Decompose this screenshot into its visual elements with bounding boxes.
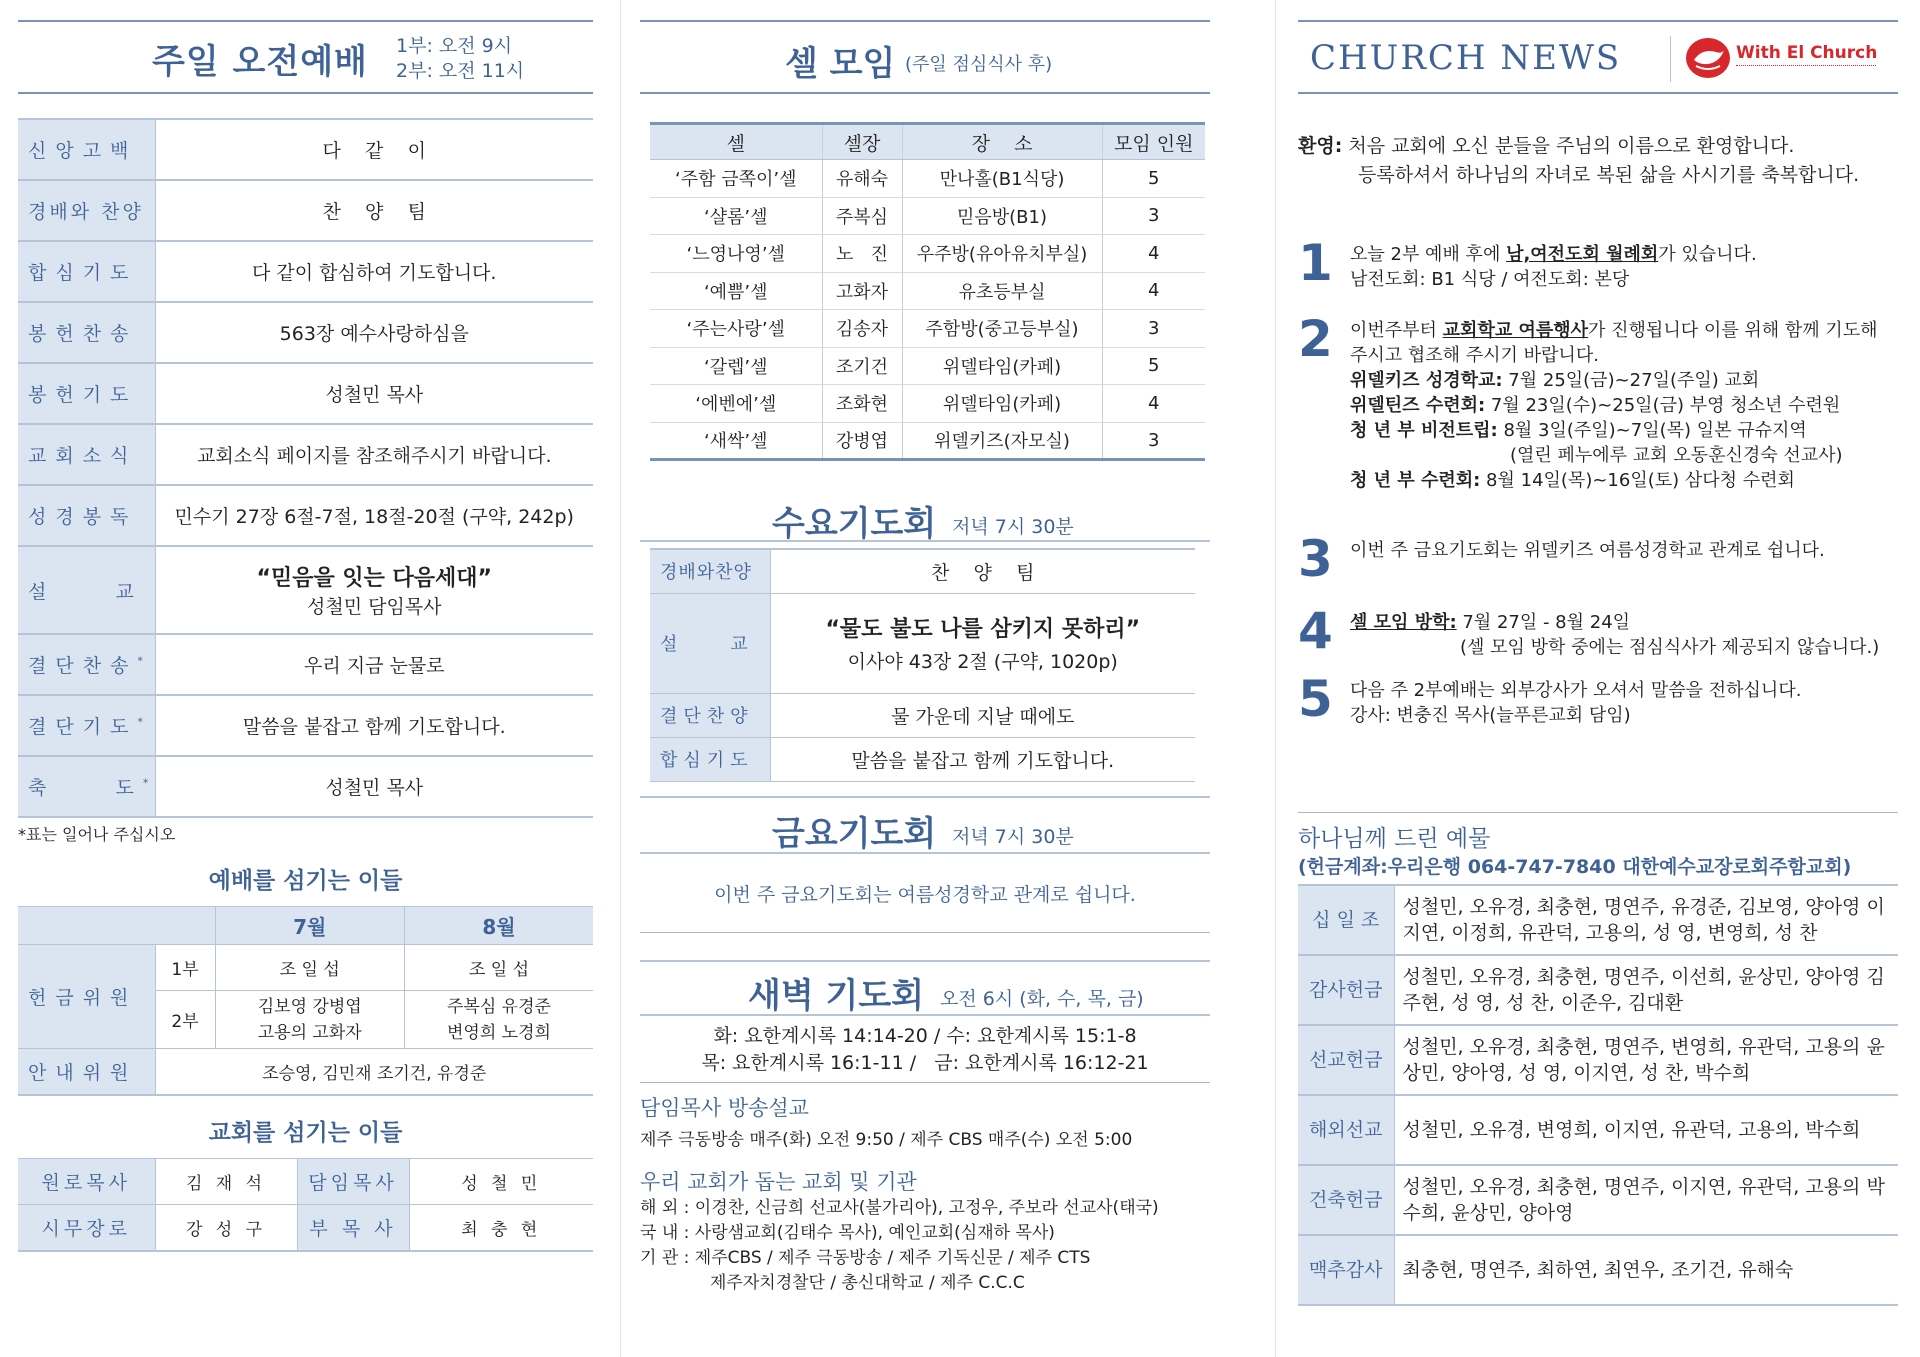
support-title: 우리 교회가 돕는 교회 및 기관	[640, 1170, 917, 1194]
cell-place: 위델타임(카페)	[902, 347, 1102, 385]
sermon-title: “믿음을 잇는 다음세대”	[256, 566, 492, 591]
offering-row	[1298, 885, 1898, 955]
order-row	[18, 485, 593, 546]
church-staff-title: 교회를 섬기는 이들	[208, 1120, 403, 1146]
staff-value: 김 재 석	[155, 1159, 297, 1205]
cell-row	[650, 422, 1205, 460]
month-7: 7월	[215, 907, 404, 945]
order-row	[18, 302, 593, 363]
order-row	[18, 363, 593, 424]
offering-names: 성철민, 오유경, 최충현, 명연주, 이선희, 윤상민, 양아영 김주현, 성 영, 성 찬, 이준우, 김대환	[1394, 955, 1898, 1025]
stand-mark: *	[137, 715, 143, 729]
news-number: 2	[1298, 310, 1333, 368]
order-value: 우리 지금 눈물로	[155, 634, 593, 695]
staff-label: 담임목사	[297, 1159, 409, 1205]
cell-name: ‘에벤에’셀	[650, 385, 822, 423]
p2-m7-b: 고용의 고화자	[257, 1022, 362, 1043]
cell-place: 우주방(유아유치부실)	[902, 235, 1102, 273]
sermon-label: 설 교	[18, 546, 155, 634]
cell-count: 3	[1102, 310, 1205, 348]
order-label: 신앙고백	[18, 119, 155, 180]
offering-row	[1298, 1095, 1898, 1165]
news-line: 주시고 협조해 주시기 바랍니다.	[1350, 345, 1599, 366]
order-label	[18, 634, 155, 695]
worship-column	[18, 0, 593, 1357]
worship-title: 주일 오전예배	[152, 42, 368, 82]
news-text: 오늘 2부 예배 후에	[1350, 244, 1507, 265]
friday-title: 금요기도회	[772, 814, 937, 854]
cell-col-header: 장 소	[902, 124, 1102, 160]
news-number: 5	[1298, 670, 1333, 728]
friday-note: 이번 주 금요기도회는 여름성경학교 관계로 쉽니다.	[714, 884, 1136, 906]
staff-label: 부 목 사	[297, 1205, 409, 1251]
cell-col-header: 모임 인원	[1102, 124, 1205, 160]
offering-names: 성철민, 오유경, 변영희, 이지연, 유관덕, 고용의, 박수희	[1394, 1095, 1898, 1165]
wednesday-sermon-title: “물도 불도 나를 삼키지 못하리”	[825, 617, 1141, 642]
support-line: 제주자치경찰단 / 총신대학교 / 제주 C.C.C	[710, 1273, 1025, 1293]
order-value: 교회소식 페이지를 참조해주시기 바랍니다.	[155, 424, 593, 485]
dawn-title: 새벽 기도회	[748, 976, 925, 1016]
news-text: 가 진행됩니다 이를 위해 함께 기도해	[1588, 320, 1878, 341]
month-8: 8월	[404, 907, 593, 945]
sermon-preacher: 성철민 담임목사	[306, 596, 442, 618]
news-line	[1350, 393, 1898, 418]
servers-table	[18, 906, 593, 1096]
cell-leader: 고화자	[822, 272, 902, 310]
news-line	[1350, 610, 1898, 635]
offering-type: 감사헌금	[1298, 955, 1394, 1025]
meetings-column	[640, 0, 1210, 1357]
dawn-schedule	[640, 1023, 1210, 1077]
news-line	[1350, 418, 1898, 443]
offering-names: 성철민, 오유경, 최충현, 명연주, 유경준, 김보영, 양아영 이지연, 이정희, 유관덕, 고용의, 성 영, 변영희, 성 찬	[1394, 885, 1898, 955]
news-line: 남전도회: B1 식당 / 여전도회: 본당	[1350, 269, 1630, 290]
p2-m7-a: 김보영 강병엽	[257, 996, 362, 1017]
news-highlight: 남,여전도회 월례회	[1506, 244, 1659, 265]
news-body	[1350, 678, 1898, 728]
wednesday-label: 경배와찬양	[650, 549, 770, 593]
news-line: (열린 페누에루 교회 오동훈신경숙 선교사)	[1510, 445, 1843, 466]
order-value: 말씀을 붙잡고 함께 기도합니다.	[155, 695, 593, 756]
offering-label: 헌금위원	[18, 945, 155, 1049]
friday-header	[640, 796, 1210, 854]
offering-row	[1298, 1025, 1898, 1095]
blank-cell	[18, 907, 215, 945]
cell-place: 믿음방(B1)	[902, 197, 1102, 235]
wednesday-row	[650, 693, 1195, 737]
cell-place: 주함방(중고등부실)	[902, 310, 1102, 348]
cell-leader: 강병엽	[822, 422, 902, 460]
order-row	[18, 424, 593, 485]
column-divider	[1275, 0, 1276, 1357]
order-label: 봉헌기도	[18, 363, 155, 424]
sermon-cell	[155, 546, 593, 634]
support-line: 기 관 : 제주CBS / 제주 극동방송 / 제주 기독신문 / 제주 CTS	[640, 1248, 1091, 1268]
wednesday-header	[640, 490, 1210, 542]
news-line: 다음 주 2부예배는 외부강사가 오셔서 말씀을 전하십니다.	[1350, 680, 1802, 701]
offering-row	[1298, 1165, 1898, 1235]
wednesday-value: 말씀을 붙잡고 함께 기도합니다.	[770, 737, 1195, 781]
worship-time-2: 2부: 오전 11시	[396, 60, 525, 82]
cell-leader: 조화현	[822, 385, 902, 423]
offering-type: 맥추감사	[1298, 1235, 1394, 1305]
cell-count: 5	[1102, 160, 1205, 198]
church-logo	[1686, 38, 1886, 78]
worship-order-table	[18, 118, 593, 818]
staff-label: 시무장로	[18, 1205, 155, 1251]
cell-name: ‘샬롬’셀	[650, 197, 822, 235]
dawn-line-1: 화: 요한계시록 14:14-20 / 수: 요한계시록 15:1-8	[713, 1025, 1137, 1047]
order-label: 성경봉독	[18, 485, 155, 546]
p2-m8-b: 변영희 노경희	[447, 1022, 551, 1043]
cell-name: ‘느영나영’셀	[650, 235, 822, 273]
order-label: 봉헌찬송	[18, 302, 155, 363]
welcome-text-2: 등록하셔서 하나님의 자녀로 복된 삶을 사시기를 축복합니다.	[1358, 164, 1860, 186]
offering-type: 해외선교	[1298, 1095, 1394, 1165]
cell-place: 위델키즈(자모실)	[902, 422, 1102, 460]
order-value: 다 같이 합심하여 기도합니다.	[155, 241, 593, 302]
logo-text: With El Church	[1736, 43, 1878, 63]
cell-row	[650, 272, 1205, 310]
worship-times	[396, 34, 524, 84]
cell-place: 만나홀(B1식당)	[902, 160, 1102, 198]
dawn-time: 오전 6시 (화, 수, 목, 금)	[940, 988, 1144, 1010]
wednesday-row	[650, 549, 1195, 593]
cell-row	[650, 197, 1205, 235]
dawn-header	[640, 960, 1210, 1016]
order-label-text: 결단기도	[28, 716, 138, 738]
wednesday-row	[650, 737, 1195, 781]
p1-m7: 조 일 섭	[215, 945, 404, 991]
cell-header	[640, 20, 1210, 94]
order-value: 다 같 이	[155, 119, 593, 180]
cell-count: 3	[1102, 197, 1205, 235]
event-detail: 8월 3일(주일)~7일(목) 일본 규슈지역	[1497, 420, 1807, 441]
cell-header-row	[650, 124, 1205, 160]
support-list	[640, 1196, 1159, 1296]
friday-time: 저녁 7시 30분	[952, 826, 1074, 848]
news-line	[1350, 242, 1898, 267]
cell-name: ‘갈렙’셀	[650, 347, 822, 385]
wednesday-sermon-label: 설 교	[650, 593, 770, 693]
staff-value: 강 성 구	[155, 1205, 297, 1251]
wednesday-sermon-row	[650, 593, 1195, 693]
cell-row	[650, 310, 1205, 348]
news-line: 강사: 변충진 목사(늘푸른교회 담임)	[1350, 705, 1631, 726]
staff-label: 원로목사	[18, 1159, 155, 1205]
cell-place: 위델타임(카페)	[902, 385, 1102, 423]
event-detail: 7월 23일(수)~25일(금) 부영 청소년 수련원	[1485, 395, 1841, 416]
welcome-text-1: 처음 교회에 오신 분들을 주님의 이름으로 환영합니다.	[1342, 135, 1795, 157]
part-2: 2부	[155, 991, 215, 1049]
logo-fine-print	[1736, 65, 1876, 68]
servers-header-row	[18, 907, 593, 945]
news-body: 이번 주 금요기도회는 위델키즈 여름성경학교 관계로 쉽니다.	[1350, 540, 1825, 561]
wednesday-value: 물 가운데 지날 때에도	[770, 693, 1195, 737]
news-body	[1350, 242, 1898, 292]
cell-table	[650, 122, 1205, 461]
news-highlight: 교회학교 여름행사	[1442, 320, 1589, 341]
order-row	[18, 180, 593, 241]
cell-subtitle: (주일 점심식사 후)	[905, 54, 1053, 75]
order-row	[18, 241, 593, 302]
order-label: 합심기도	[18, 241, 155, 302]
servers-title: 예배를 섬기는 이들	[208, 868, 403, 894]
news-text: 이번주부터	[1350, 320, 1443, 341]
cell-col-header: 셀장	[822, 124, 902, 160]
event-name: 청 년 부 수련회:	[1350, 470, 1481, 491]
staff-value: 최 충 현	[409, 1205, 593, 1251]
news-body	[1350, 610, 1898, 660]
news-number: 3	[1298, 530, 1333, 588]
news-title: CHURCH NEWS	[1310, 38, 1622, 78]
offering-names: 성철민, 오유경, 최충현, 명연주, 이지연, 유관덕, 고용의 박수희, 윤상민, 양아영	[1394, 1165, 1898, 1235]
news-column	[1298, 0, 1898, 1357]
ushers: 조승영, 김민재 조기건, 유경준	[155, 1049, 593, 1095]
cell-row	[650, 385, 1205, 423]
divider	[1298, 812, 1898, 813]
part-1: 1부	[155, 945, 215, 991]
event-detail: 8월 14일(목)~16일(토) 삼다청 수련회	[1480, 470, 1795, 491]
cell-row	[650, 235, 1205, 273]
offering-row	[1298, 955, 1898, 1025]
cell-row	[650, 160, 1205, 198]
order-row	[18, 119, 593, 180]
p2-m8	[404, 991, 593, 1049]
stand-mark: *	[142, 776, 149, 790]
divider	[640, 932, 1210, 933]
order-label-text: 축 도	[28, 777, 143, 799]
order-label: 경배와 찬양	[18, 180, 155, 241]
order-value: 민수기 27장 6절-7절, 18절-20절 (구약, 242p)	[155, 485, 593, 546]
news-text: 가 있습니다.	[1658, 244, 1757, 265]
cell-leader: 유해숙	[822, 160, 902, 198]
worship-time-1: 1부: 오전 9시	[396, 35, 513, 57]
order-value: 성철민 목사	[155, 756, 593, 817]
church-staff-table	[18, 1158, 593, 1252]
divider	[640, 1082, 1210, 1083]
offering-names: 성철민, 오유경, 최충현, 명연주, 변영희, 유관덕, 고용의 윤상민, 양아영, 성 영, 이지연, 성 찬, 박수희	[1394, 1025, 1898, 1095]
support-line: 국 내 : 사랑샘교회(김태수 목사), 예인교회(심재하 목사)	[640, 1223, 1055, 1243]
welcome-line-1	[1298, 132, 1859, 161]
cell-leader: 노 진	[822, 235, 902, 273]
staff-row	[18, 1205, 593, 1251]
p2-m7	[215, 991, 404, 1049]
wednesday-sermon-cell	[770, 593, 1195, 693]
news-text: 7월 27일 - 8월 24일	[1456, 612, 1631, 633]
cell-place: 유초등부실	[902, 272, 1102, 310]
stand-mark: *	[137, 654, 143, 668]
news-line	[1350, 318, 1898, 343]
usher-row	[18, 1049, 593, 1095]
wednesday-time: 저녁 7시 30분	[952, 516, 1074, 538]
event-name: 위델키즈 성경학교:	[1350, 370, 1503, 391]
wednesday-label: 합심기도	[650, 737, 770, 781]
event-detail: 7월 25일(금)~27일(주일) 교회	[1502, 370, 1760, 391]
order-value: 563장 예수사랑하심을	[155, 302, 593, 363]
support-line: 해 외 : 이경찬, 신금희 선교사(불가리아), 고정우, 주보라 선교사(태국)	[640, 1198, 1159, 1218]
order-row	[18, 695, 593, 756]
cell-name: ‘새싹’셀	[650, 422, 822, 460]
order-label-text: 결단찬송	[28, 655, 138, 677]
wednesday-value: 찬 양 팀	[770, 549, 1195, 593]
news-line	[1350, 468, 1898, 493]
offering-row-1	[18, 945, 593, 991]
welcome-message	[1298, 132, 1859, 190]
cell-name: ‘주함 금쪽이’셀	[650, 160, 822, 198]
news-line	[1350, 368, 1898, 393]
offering-names: 최충현, 명연주, 최하연, 최연우, 조기건, 유해숙	[1394, 1235, 1898, 1305]
news-number: 1	[1298, 234, 1333, 292]
wednesday-label: 결단찬양	[650, 693, 770, 737]
cell-count: 5	[1102, 347, 1205, 385]
wednesday-table	[650, 548, 1195, 782]
cell-title: 셀 모임	[785, 44, 896, 84]
cell-count: 4	[1102, 235, 1205, 273]
offering-type: 선교헌금	[1298, 1025, 1394, 1095]
offering-type: 십 일 조	[1298, 885, 1394, 955]
cell-count: 4	[1102, 272, 1205, 310]
staff-row	[18, 1159, 593, 1205]
cell-name: ‘예쁨’셀	[650, 272, 822, 310]
cell-leader: 김송자	[822, 310, 902, 348]
offering-type: 건축헌금	[1298, 1165, 1394, 1235]
news-body	[1350, 318, 1898, 493]
worship-header	[18, 20, 593, 94]
order-label	[18, 695, 155, 756]
event-name: 청 년 부 비전트립:	[1350, 420, 1498, 441]
news-line: (셀 모임 방학 중에는 점심식사가 제공되지 않습니다.)	[1460, 637, 1880, 658]
offering-account: (헌금계좌:우리은행 064-747-7840 대한예수교장로회주함교회)	[1298, 856, 1852, 878]
order-label: 교회소식	[18, 424, 155, 485]
offering-title: 하나님께 드린 예물	[1298, 826, 1491, 852]
order-row	[18, 634, 593, 695]
news-header	[1298, 20, 1898, 94]
staff-value: 성 철 민	[409, 1159, 593, 1205]
stand-note: *표는 일어나 주십시오	[18, 825, 176, 844]
order-row	[18, 756, 593, 817]
wednesday-sermon-ref: 이사야 43장 2절 (구약, 1020p)	[847, 651, 1118, 673]
order-value: 찬 양 팀	[155, 180, 593, 241]
order-label	[18, 756, 155, 817]
column-divider	[620, 0, 621, 1357]
broadcast-title: 담임목사 방송설교	[640, 1096, 809, 1120]
welcome-label: 환영:	[1298, 135, 1343, 157]
news-highlight: 셀 모임 방학:	[1350, 612, 1457, 633]
order-value: 성철민 목사	[155, 363, 593, 424]
offering-table	[1298, 884, 1898, 1306]
cell-name: ‘주는사랑’셀	[650, 310, 822, 348]
event-name: 위델틴즈 수련회:	[1350, 395, 1486, 416]
header-divider	[1670, 36, 1671, 82]
cell-leader: 주복심	[822, 197, 902, 235]
dawn-line-2: 목: 요한계시록 16:1-11 / 금: 요한계시록 16:12-21	[701, 1052, 1149, 1074]
cell-col-header: 셀	[650, 124, 822, 160]
news-number: 4	[1298, 602, 1333, 660]
p2-m8-a: 주복심 유경준	[447, 996, 551, 1017]
broadcast-text: 제주 극동방송 매주(화) 오전 9:50 / 제주 CBS 매주(수) 오전 5:00	[640, 1130, 1133, 1150]
cell-row	[650, 347, 1205, 385]
usher-label: 안내위원	[18, 1049, 155, 1095]
cell-leader: 조기건	[822, 347, 902, 385]
logo-mark-icon	[1686, 38, 1730, 78]
cell-count: 3	[1102, 422, 1205, 460]
offering-row	[1298, 1235, 1898, 1305]
p1-m8: 조 일 섭	[404, 945, 593, 991]
sermon-row	[18, 546, 593, 634]
wednesday-title: 수요기도회	[772, 504, 937, 544]
cell-count: 4	[1102, 385, 1205, 423]
